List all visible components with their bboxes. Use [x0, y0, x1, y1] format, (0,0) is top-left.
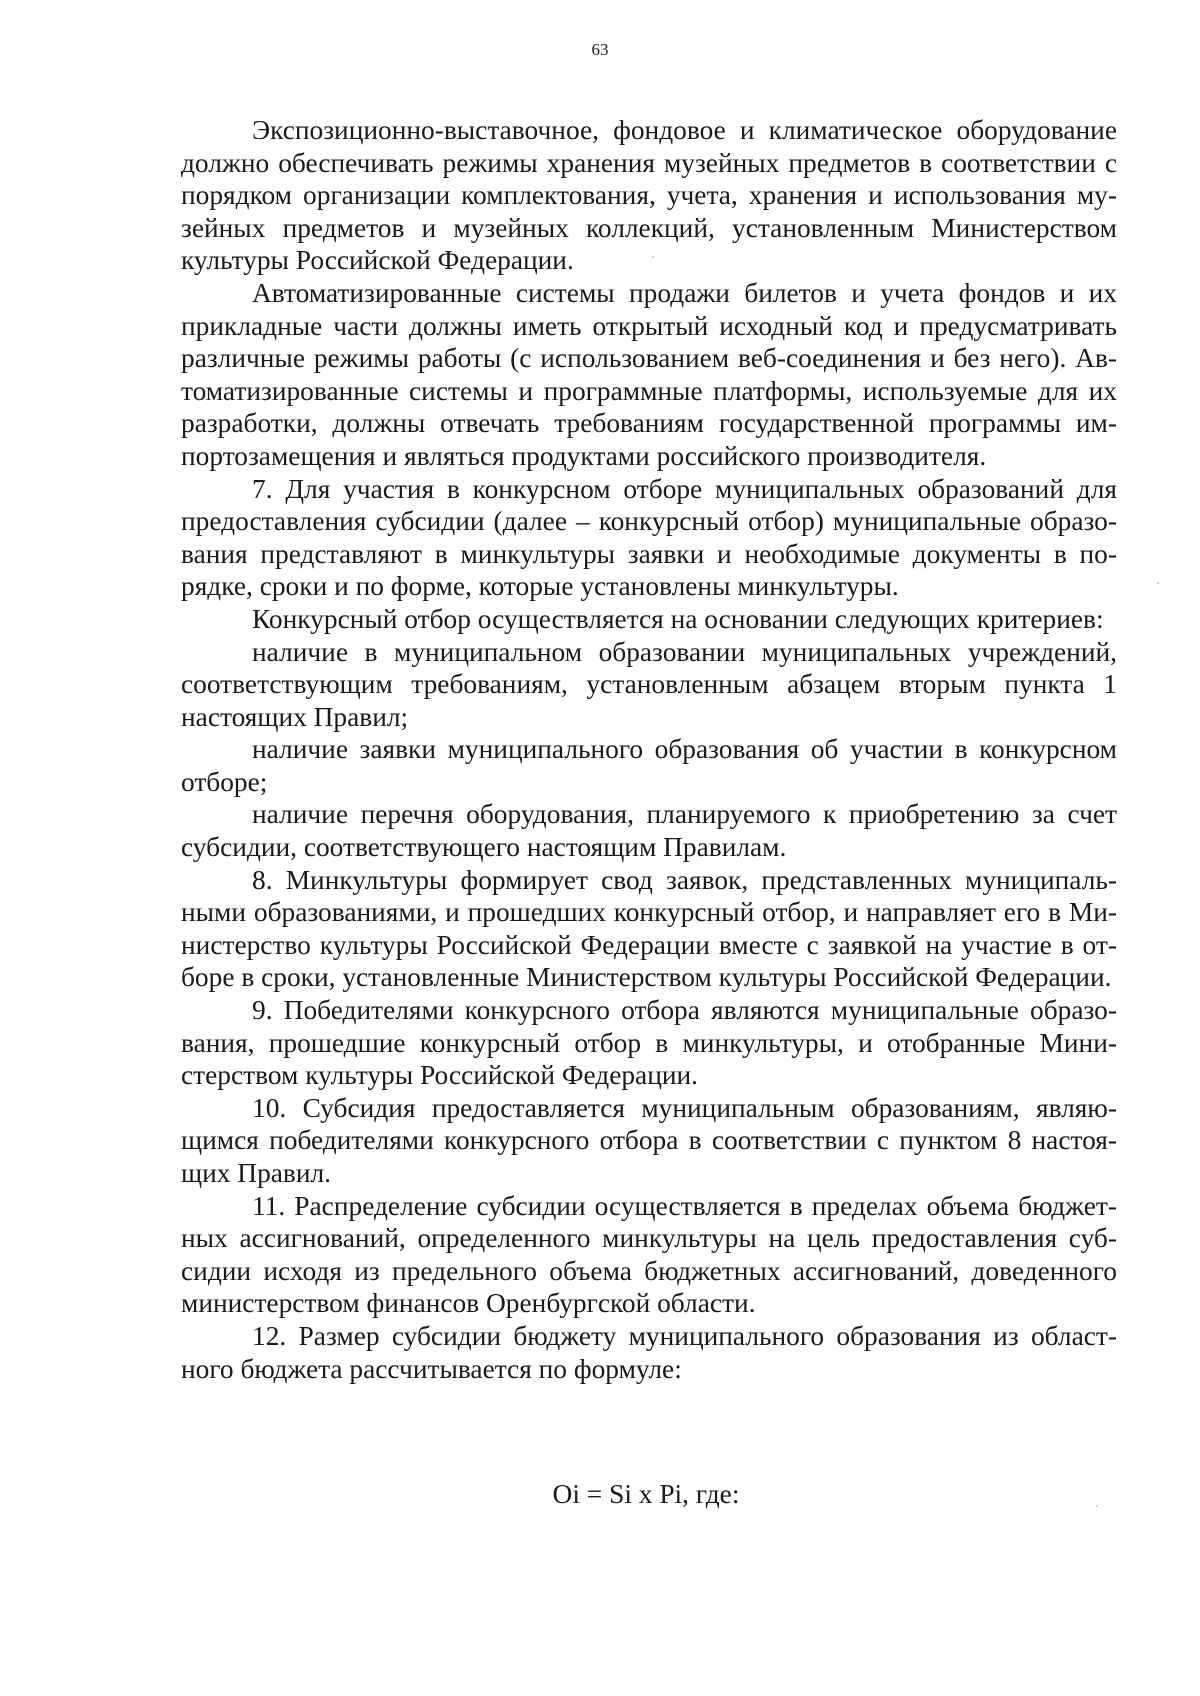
paragraph-equipment-requirements: Экспозиционно-выставочное, фондовое и климатическое оборудование должно обеспечивать режимы хранения музейных предметов в соответствии с порядком организации комплектования, учета, хранения и использования музейных предметов и музейных коллекций, установленным Министерством культуры Российской Федерации. — [181, 115, 1117, 276]
paragraph-clause-8: 8. Минкультуры формирует свод заявок, представленных муниципальными образованиями, и прошедших конкурсный отбор, и направляет его в Министерство культуры Российской Федерации вместе с заявкой на участие в отборе в сроки, установленные Министерством культуры Российской Федерации. — [181, 864, 1117, 993]
paragraph-selection-criteria: Конкурсный отбор осуществляется на основании следующих критериев: — [252, 603, 1104, 634]
page-number: 63 — [591, 40, 609, 59]
paragraph-criterion-application: наличие заявки муниципального образования об участии в конкурсном отборе; — [181, 734, 1117, 797]
scan-dust-mark — [1096, 1505, 1098, 1507]
scan-dust-mark — [1157, 582, 1159, 584]
paragraph-clause-7: 7. Для участия в конкурсном отборе муниципальных образований для предоставления субсидии (далее – конкурсный отбор) муниципальные образования представляют в минкультуры заявки и необходимые документы в порядке, сроки и по форме, которые установлены минкультуры. — [181, 473, 1117, 602]
paragraph-automated-systems: Автоматизированные системы продажи билетов и учета фондов и их прикладные части должны иметь открытый исходный код и предусматривать различные режимы работы (с использованием веб-соединения и без него). Автоматизированные системы и программные платформы, используемые для их разработки, должны отвечать требованиям государственной программы импортозамещения и являться продуктами российского производителя. — [181, 277, 1117, 471]
subsidy-formula: Oi = Si x Pi, где: — [552, 1479, 740, 1509]
paragraph-criterion-institutions: наличие в муниципальном образовании муниципальных учреждений, соответствующим требованиям, установленным абзацем вторым пункта 1 настоящих Правил; — [181, 636, 1117, 732]
scan-dust-mark — [652, 256, 654, 258]
paragraph-clause-9: 9. Победителями конкурсного отбора являются муниципальные образования, прошедшие конкурсный отбор в минкультуры, и отобранные Министерством культуры Российской Федерации. — [181, 995, 1117, 1091]
paragraph-clause-11: 11. Распределение субсидии осуществляется в пределах объема бюджетных ассигнований, определенного минкультуры на цель предоставления субсидии исходя из предельного объема бюджетных ассигнований, доведенного министерством финансов Оренбургской области. — [181, 1190, 1117, 1319]
document-body — [181, 114, 1117, 1385]
paragraph-clause-12: 12. Размер субсидии бюджету муниципального образования из областного бюджета рассчитывается по формуле: — [181, 1320, 1117, 1384]
paragraph-clause-10: 10. Субсидия предоставляется муниципальным образованиям, являющимся победителями конкурсного отбора в соответствии с пунктом 8 настоящих Правил. — [181, 1092, 1117, 1188]
paragraph-criterion-equipment-list: наличие перечня оборудования, планируемого к приобретению за счет субсидии, соответствующего настоящим Правилам. — [181, 799, 1117, 863]
